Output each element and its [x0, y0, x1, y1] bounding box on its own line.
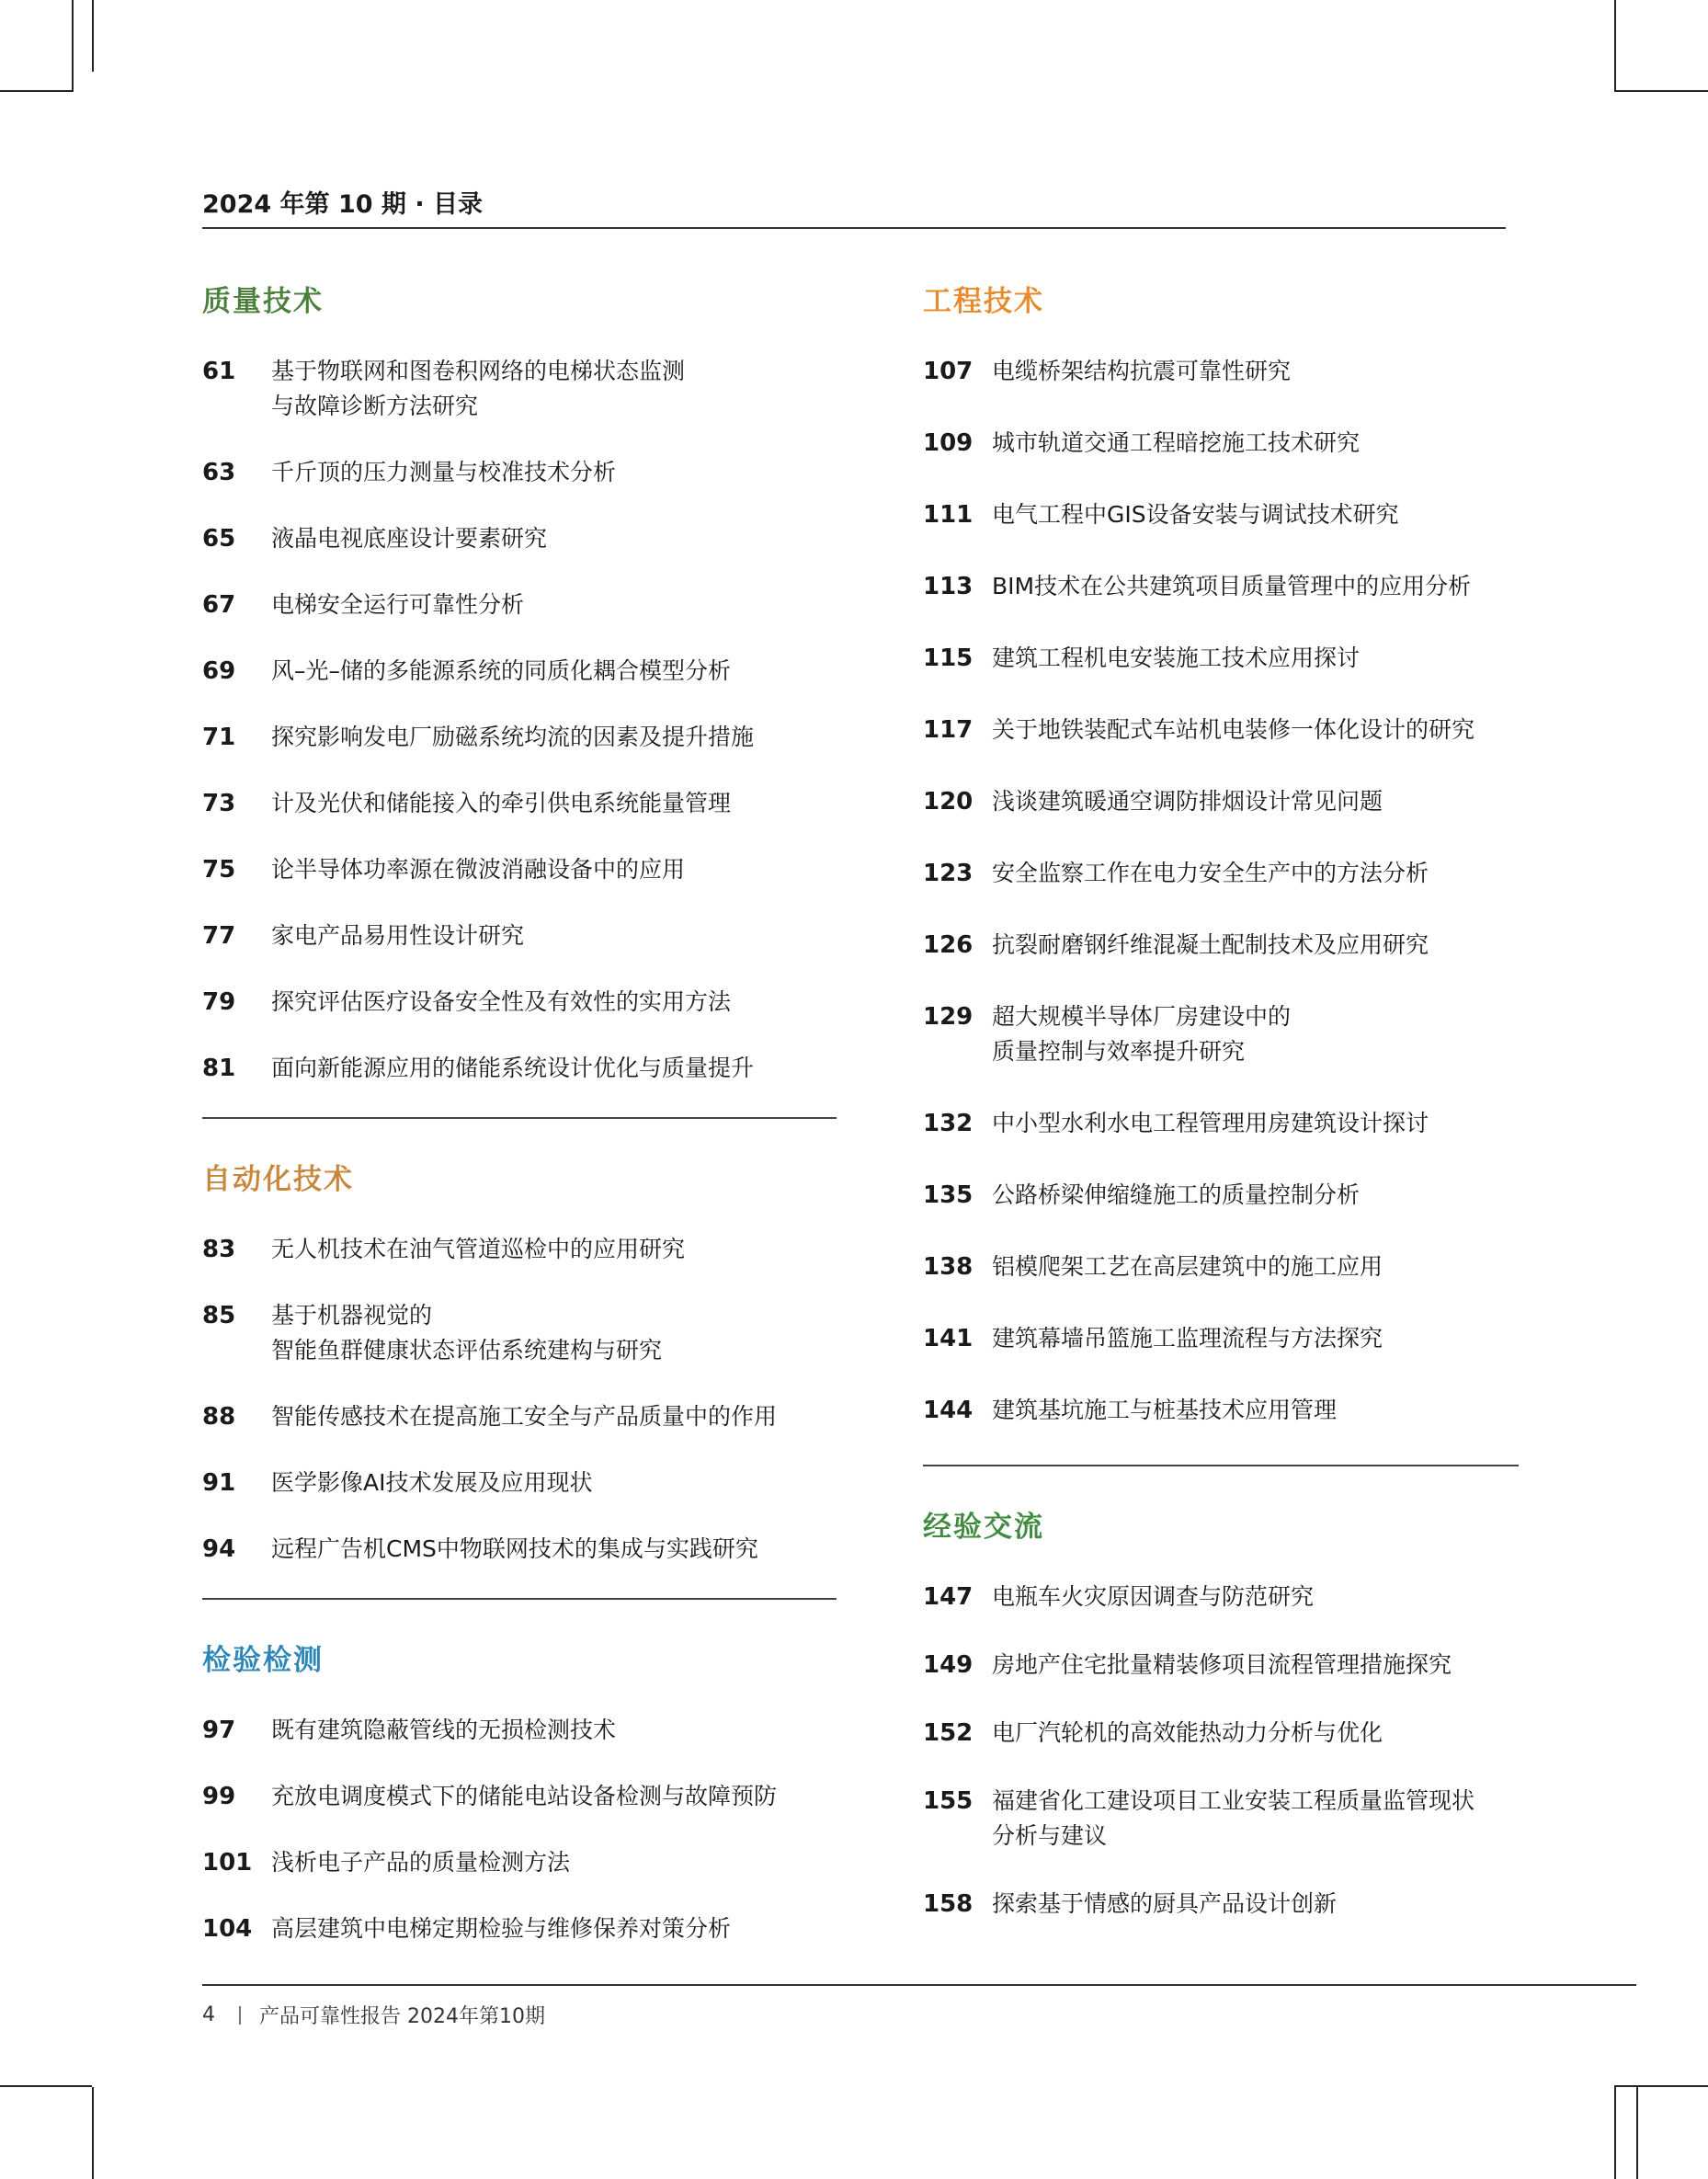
toc-page-number: 149	[923, 1651, 974, 1679]
page-header: 2024 年第 10 期 · 目录	[202, 184, 1506, 229]
section-title-inspection: 检验检测	[202, 1644, 324, 1677]
toc-article-title: 面向新能源应用的储能系统设计优化与质量提升	[271, 1055, 755, 1081]
toc-article-title: 电缆桥架结构抗震可靠性研究	[992, 358, 1292, 384]
toc-page-number: 75	[202, 856, 236, 884]
toc-entry[interactable]	[923, 1393, 1519, 1428]
toc-entry[interactable]	[202, 1051, 837, 1086]
toc-article-title: 基于物联网和图卷积网络的电梯状态监测 与故障诊断方法研究	[271, 358, 686, 419]
toc-page-number: 81	[202, 1055, 236, 1082]
crop-mark	[1614, 90, 1708, 92]
page-number: 4	[202, 2003, 215, 2026]
toc-entry[interactable]	[202, 852, 837, 887]
toc-page-number: 113	[923, 573, 974, 600]
toc-entry[interactable]	[202, 720, 837, 755]
toc-entry[interactable]	[202, 1911, 837, 1946]
toc-entry[interactable]	[202, 588, 837, 622]
toc-article-title: 建筑基坑施工与桩基技术应用管理	[992, 1397, 1338, 1423]
toc-list	[923, 354, 1519, 1428]
toc-article-title: 基于机器视觉的 智能鱼群健康状态评估系统建构与研究	[271, 1302, 663, 1363]
toc-article-title: 抗裂耐磨钢纤维混凝土配制技术及应用研究	[992, 931, 1429, 958]
toc-article-title: 远程广告机CMS中物联网技术的集成与实践研究	[271, 1535, 758, 1562]
toc-page-number: 101	[202, 1849, 253, 1877]
crop-mark	[92, 2087, 94, 2179]
section-automation	[202, 1156, 837, 1567]
toc-page-number: 111	[923, 501, 974, 529]
toc-article-title: 探究评估医疗设备安全性及有效性的实用方法	[271, 988, 732, 1015]
toc-page-number: 97	[202, 1717, 236, 1744]
toc-page-number: 117	[923, 716, 974, 744]
toc-entry[interactable]	[923, 426, 1519, 461]
toc-page-number: 77	[202, 922, 236, 950]
toc-page-number: 83	[202, 1236, 236, 1263]
toc-entry[interactable]	[202, 1532, 837, 1567]
crop-mark	[72, 0, 74, 92]
toc-article-title: 电瓶车火灾原因调查与防范研究	[992, 1583, 1315, 1610]
toc-article-title: 千斤顶的压力测量与校准技术分析	[271, 459, 617, 485]
toc-article-title: 建筑幕墙吊篮施工监理流程与方法探究	[992, 1325, 1383, 1352]
left-column	[202, 278, 837, 1978]
toc-entry[interactable]	[923, 1887, 1519, 1922]
toc-article-title: 浅谈建筑暖通空调防排烟设计常见问题	[992, 788, 1383, 815]
toc-article-title: 充放电调度模式下的储能电站设备检测与故障预防	[271, 1783, 778, 1809]
toc-article-title: 铝模爬架工艺在高层建筑中的施工应用	[992, 1253, 1383, 1280]
section-divider	[202, 1598, 837, 1600]
toc-article-title: 风–光–储的多能源系统的同质化耦合模型分析	[271, 657, 732, 684]
toc-page-number: 104	[202, 1915, 253, 1943]
toc-article-title: 探究影响发电厂励磁系统均流的因素及提升措施	[271, 724, 755, 750]
toc-entry[interactable]	[202, 985, 837, 1020]
toc-page-number: 94	[202, 1535, 236, 1563]
toc-list	[923, 1580, 1519, 1922]
toc-article-title: BIM技术在公共建筑项目质量管理中的应用分析	[992, 573, 1472, 599]
toc-entry[interactable]	[202, 918, 837, 953]
toc-entry[interactable]	[202, 786, 837, 821]
toc-entry[interactable]	[202, 654, 837, 689]
toc-article-title: 浅析电子产品的质量检测方法	[271, 1849, 571, 1876]
toc-article-title: 论半导体功率源在微波消融设备中的应用	[271, 856, 686, 883]
toc-page-number: 65	[202, 525, 236, 553]
toc-entry[interactable]	[202, 521, 837, 556]
toc-page-number: 132	[923, 1110, 974, 1137]
toc-article-title: 无人机技术在油气管道巡检中的应用研究	[271, 1236, 686, 1262]
toc-entry[interactable]	[923, 856, 1519, 891]
section-title-experience: 经验交流	[923, 1511, 1044, 1544]
toc-article-title: 医学影像AI技术发展及应用现状	[271, 1469, 593, 1496]
toc-entry[interactable]	[202, 1466, 837, 1500]
crop-mark	[1614, 2085, 1708, 2087]
toc-page-number: 138	[923, 1253, 974, 1281]
section-engineering	[923, 278, 1519, 1428]
crop-mark	[92, 0, 94, 72]
toc-page-number: 107	[923, 358, 974, 385]
section-title-automation: 自动化技术	[202, 1163, 354, 1196]
toc-page-number: 115	[923, 645, 974, 672]
toc-article-title: 探索基于情感的厨具产品设计创新	[992, 1890, 1338, 1917]
toc-entry[interactable]	[923, 713, 1519, 747]
toc-page-number: 144	[923, 1397, 974, 1424]
toc-page-number: 155	[923, 1787, 974, 1815]
toc-article-title: 既有建筑隐蔽管线的无损检测技术	[271, 1717, 617, 1743]
toc-page-number: 79	[202, 988, 236, 1016]
toc-entry[interactable]	[923, 999, 1519, 1069]
toc-entry[interactable]	[202, 1232, 837, 1267]
toc-entry[interactable]	[923, 784, 1519, 819]
toc-entry[interactable]	[202, 1713, 837, 1748]
toc-page-number: 123	[923, 860, 974, 887]
toc-entry[interactable]	[202, 455, 837, 490]
toc-list	[202, 354, 837, 1086]
toc-page-number: 99	[202, 1783, 236, 1810]
toc-entry[interactable]	[923, 569, 1519, 604]
crop-mark	[0, 2085, 92, 2087]
section-experience	[923, 1503, 1519, 1922]
toc-page-number: 141	[923, 1325, 974, 1352]
toc-entry[interactable]	[923, 497, 1519, 532]
page-footer	[202, 2001, 545, 2029]
toc-entry[interactable]	[923, 1580, 1519, 1614]
section-inspection	[202, 1637, 837, 1946]
toc-article-title: 电厂汽轮机的高效能热动力分析与优化	[992, 1719, 1383, 1746]
toc-entry[interactable]	[923, 641, 1519, 676]
section-divider	[923, 1465, 1519, 1466]
toc-entry[interactable]	[923, 354, 1519, 389]
toc-entry[interactable]	[202, 1779, 837, 1814]
toc-article-title: 电气工程中GIS设备安装与调试技术研究	[992, 501, 1399, 528]
toc-page-number: 135	[923, 1181, 974, 1209]
toc-page-number: 85	[202, 1302, 236, 1329]
toc-page-number: 73	[202, 790, 236, 817]
toc-article-title: 城市轨道交通工程暗挖施工技术研究	[992, 429, 1361, 456]
toc-page-number: 61	[202, 358, 236, 385]
crop-mark	[1614, 2087, 1616, 2179]
toc-entry[interactable]	[923, 1648, 1519, 1683]
toc-article-title: 公路桥梁伸缩缝施工的质量控制分析	[992, 1181, 1361, 1208]
toc-page-number: 109	[923, 429, 974, 457]
toc-entry[interactable]	[923, 928, 1519, 963]
section-title-engineering: 工程技术	[923, 285, 1044, 318]
toc-article-title: 房地产住宅批量精装修项目流程管理措施探究	[992, 1651, 1452, 1678]
toc-page-number: 158	[923, 1890, 974, 1918]
toc-page-number: 129	[923, 1003, 974, 1031]
toc-list	[202, 1713, 837, 1946]
toc-page-number: 71	[202, 724, 236, 751]
toc-page-number: 63	[202, 459, 236, 486]
toc-article-title: 福建省化工建设项目工业安装工程质量监管现状 分析与建议	[992, 1787, 1475, 1849]
footer-publication: 产品可靠性报告 2024年第10期	[259, 2005, 545, 2028]
toc-entry[interactable]	[202, 354, 837, 424]
toc-entry[interactable]	[923, 1784, 1519, 1854]
crop-mark	[1636, 2085, 1638, 2179]
toc-page-number: 88	[202, 1403, 236, 1431]
toc-article-title: 计及光伏和储能接入的牵引供电系统能量管理	[271, 790, 732, 816]
toc-entry[interactable]	[202, 1845, 837, 1880]
toc-entry[interactable]	[202, 1298, 837, 1368]
toc-article-title: 家电产品易用性设计研究	[271, 922, 525, 949]
toc-entry[interactable]	[923, 1321, 1519, 1356]
toc-article-title: 液晶电视底座设计要素研究	[271, 525, 548, 552]
toc-page-number: 152	[923, 1719, 974, 1747]
toc-article-title: 超大规模半导体厂房建设中的 质量控制与效率提升研究	[992, 1003, 1292, 1065]
toc-page-number: 91	[202, 1469, 236, 1497]
toc-article-title: 关于地铁装配式车站机电装修一体化设计的研究	[992, 716, 1475, 743]
section-title-quality: 质量技术	[202, 285, 324, 318]
crop-mark	[0, 90, 72, 92]
toc-entry[interactable]	[923, 1716, 1519, 1751]
toc-article-title: 电梯安全运行可靠性分析	[271, 591, 525, 618]
toc-page-number: 67	[202, 591, 236, 619]
toc-page-number: 120	[923, 788, 974, 816]
toc-article-title: 中小型水利水电工程管理用房建筑设计探讨	[992, 1110, 1429, 1136]
toc-article-title: 高层建筑中电梯定期检验与维修保养对策分析	[271, 1915, 732, 1942]
toc-list	[202, 1232, 837, 1567]
toc-entry[interactable]	[923, 1106, 1519, 1141]
toc-entry[interactable]	[923, 1178, 1519, 1213]
crop-mark	[1614, 0, 1616, 92]
right-column	[923, 278, 1519, 1955]
toc-page-number: 147	[923, 1583, 974, 1611]
toc-article-title: 建筑工程机电安装施工技术应用探讨	[992, 645, 1361, 671]
toc-article-title: 安全监察工作在电力安全生产中的方法分析	[992, 860, 1429, 886]
toc-page-number: 69	[202, 657, 236, 685]
footer-separator	[239, 2006, 241, 2025]
footer-divider	[202, 1984, 1636, 1986]
toc-entry[interactable]	[202, 1399, 837, 1434]
section-divider	[202, 1117, 837, 1119]
toc-page-number: 126	[923, 931, 974, 959]
toc-entry[interactable]	[923, 1249, 1519, 1284]
section-quality	[202, 278, 837, 1086]
toc-article-title: 智能传感技术在提高施工安全与产品质量中的作用	[271, 1403, 778, 1430]
